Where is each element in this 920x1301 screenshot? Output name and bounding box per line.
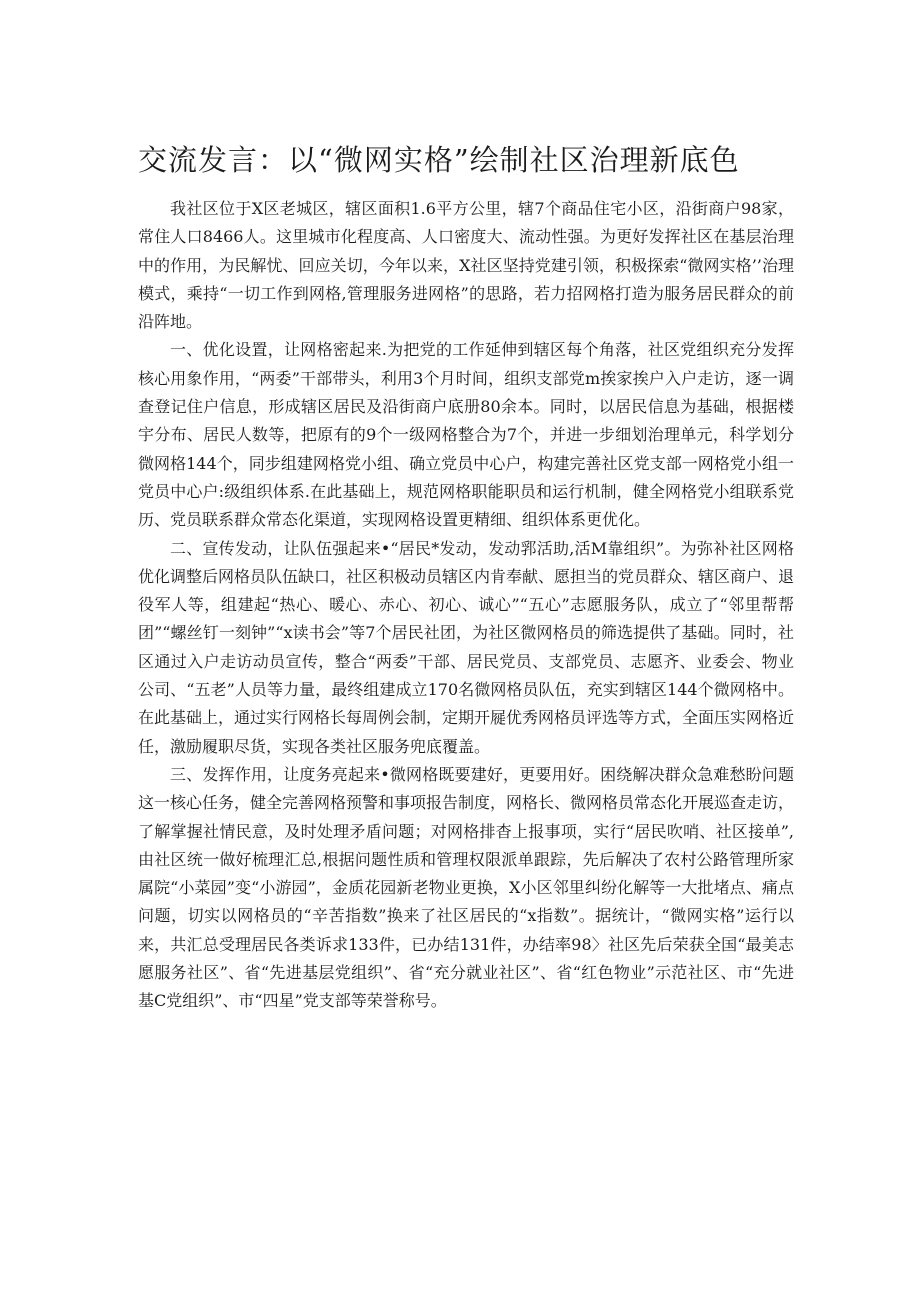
paragraph-section-3: 三、发挥作用，让度务亮起来•微网格既要建好，更要用好。困绕解决群众急难愁盼问题这一核心任务，健全完善网格预警和事项报告制度，网格长、微网格员常态化开展巡查走访，了解掌握社情民意，及时处理矛盾问题；对网格排杳上报事项，实行“居民吹哨、社区接单”,由社区统一做好梳理汇总,根据问题性质和管理权限派单跟踪，先后解决了农村公路管理所家属院“小菜园”变“小游园”，金质花园新老物业更换，X小区邻里纠纷化解等一大批堵点、痛点问题，切实以网格员的“辛苦指数”换来了社区居民的“x指数”。据统计，“微网实格”运行以来，共汇总受理居民各类诉求133件，已办结131件，办结率98〉社区先后荣获全国“最美志愿服务社区”、省“先进基层党组织”、省“充分就业社区”、省“红色物业”示范社区、市“先进基C党组织”、市“四星”党支部等荣誉称号。: [138, 764, 795, 1011]
paragraph-intro: 我社区位于X区老城区，辖区面积1.6平方公里，辖7个商品住宅小区，沿街商户98家，常住人口8466人。这里城市化程度高、人口密度大、流动性强。为更好发挥社区在基层治理中的作用，为民解忧、回应关切，今年以来，X社区坚持党建引领，积极探索“微网实格’’治理模式，乘持“一切工作到网格,管理服务进网格”的思路，若力招网格打造为服务居民群众的前沿阵地。: [138, 199, 794, 332]
paragraph-section-1: 一、优化设置，让网格密起来.为把党的工作延伸到辖区每个角落，社区党组织充分发挥核心用象作用，“两委”干部带头，利用3个月时间，组织支部党m挨家挨户入户走访，逐一调查登记住户信息，形成辖区居民及沿街商户底册80余本。同时，以居民信息为基础，根据楼宇分布、居民人数等，把原有的9个一级网格整合为7个，并进一步细划治理单元，科学划分微网格144个，同步组建网格党小组、确立党员中心户，构建完善社区党支部一网格党小组一党员中心户:级组织体系.在此基础上，规范网格职能职员和运行机制，健全网格党小组联系党历、党员联系群众常态化渠道，实现网格设置更精细、组织体系更优化。: [138, 340, 794, 530]
document-title: 交流发言：以“微网实格”绘制社区治理新底色: [138, 143, 740, 177]
paragraph-section-2: 二、宣传发动，让队伍强起来•“居民*发动，发动郛活助,活M靠组织”。为弥补社区网格优化调整后网格员队伍缺口，社区积极动员辖区内肯奉献、愿担当的党员群众、辖区商户、退役军人等，组建起“热心、暖心、赤心、初心、诚心”“五心”志愿服务队，成立了“邻里帮帮团”“螺丝钉一刻钟”“x读书会”等7个居民社团，为社区微网格员的筛选提供了基础。同时，社区通过入户走访动员宣传，整合“两委”干部、居民党员、支部党员、志愿齐、业委会、物业公司、“五老”人员等力量，最终组建成立170名微网格员队伍，充实到辖区144个微网格中。在此基础上，通过实行网格长每周例会制，定期开屣优秀网格员评选等方式，全面压实网格近任，激励履职尽货，实现各类社区服务兜底覆盖。: [138, 538, 795, 756]
document-body: [138, 195, 794, 1016]
